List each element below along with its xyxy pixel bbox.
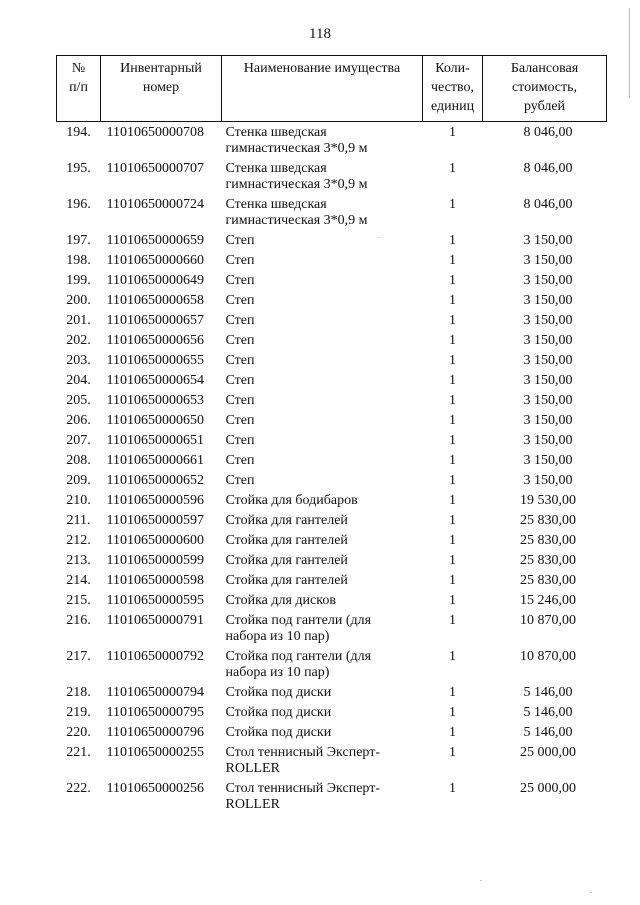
row-number-cell: 209. xyxy=(66,473,91,488)
balance-cost-cell: 3 150,00 xyxy=(523,353,573,368)
inventory-number-cell: 11010650000660 xyxy=(106,253,204,268)
item-name-line: Стенка шведская xyxy=(225,125,327,140)
quantity-cell: 1 xyxy=(449,453,456,468)
row-number-cell: 206. xyxy=(66,413,91,428)
item-name-cell xyxy=(222,331,423,351)
table-row xyxy=(57,471,607,491)
row-number-cell: 215. xyxy=(66,593,91,608)
balance-cost-cell: 3 150,00 xyxy=(523,413,573,428)
quantity-cell: 1 xyxy=(449,473,456,488)
row-number-cell: 194. xyxy=(66,125,91,140)
item-name-cell xyxy=(222,491,423,511)
row-number-cell: 211. xyxy=(66,513,91,528)
item-name-cell xyxy=(222,531,423,551)
item-name-line: Степ xyxy=(225,293,255,308)
item-name-line: Степ xyxy=(225,273,255,288)
item-name-line: гимнастическая 3*0,9 м xyxy=(225,141,368,156)
inventory-number-cell: 11010650000657 xyxy=(106,313,204,328)
table-row xyxy=(57,431,607,451)
quantity-cell: 1 xyxy=(449,353,456,368)
inventory-number-cell: 11010650000708 xyxy=(106,125,204,140)
header-qty xyxy=(423,56,483,122)
row-number-cell: 220. xyxy=(66,725,91,740)
table-row xyxy=(57,411,607,431)
item-name-line: Стойка для дисков xyxy=(225,593,336,608)
balance-cost-cell: 25 830,00 xyxy=(520,553,576,568)
quantity-cell: 1 xyxy=(449,705,456,720)
inventory-number-cell: 11010650000653 xyxy=(106,393,204,408)
balance-cost-cell: 3 150,00 xyxy=(523,373,573,388)
balance-cost-cell: 10 870,00 xyxy=(520,613,576,628)
scan-speck xyxy=(480,880,482,881)
quantity-cell: 1 xyxy=(449,685,456,700)
quantity-cell: 1 xyxy=(449,373,456,388)
item-name-line: Стойка для бодибаров xyxy=(225,493,358,508)
balance-cost-cell: 3 150,00 xyxy=(523,233,573,248)
inventory-number-cell: 11010650000661 xyxy=(106,453,204,468)
item-name-line: Степ xyxy=(225,473,255,488)
item-name-line: Стойка для гантелей xyxy=(225,513,348,528)
item-name-cell xyxy=(222,611,423,647)
inventory-number-cell: 11010650000599 xyxy=(106,553,204,568)
item-name-cell xyxy=(222,703,423,723)
inventory-number-cell: 11010650000256 xyxy=(106,781,204,796)
item-name-line: Стойка под диски xyxy=(225,705,332,720)
item-name-cell xyxy=(222,743,423,779)
scan-speck xyxy=(378,237,380,238)
balance-cost-cell: 25 000,00 xyxy=(520,745,576,760)
item-name-line: Стойка для гантелей xyxy=(225,573,348,588)
item-name-cell xyxy=(222,291,423,311)
table-row xyxy=(57,159,607,195)
quantity-cell: 1 xyxy=(449,293,456,308)
item-name-line: Степ xyxy=(225,393,255,408)
quantity-cell: 1 xyxy=(449,413,456,428)
balance-cost-cell: 25 830,00 xyxy=(520,513,576,528)
item-name-cell xyxy=(222,411,423,431)
row-number-cell: 207. xyxy=(66,433,91,448)
item-name-line: Степ xyxy=(225,253,255,268)
table-row xyxy=(57,291,607,311)
inventory-number-cell: 11010650000651 xyxy=(106,433,204,448)
table-row xyxy=(57,611,607,647)
item-name-line: набора из 10 пар) xyxy=(225,629,330,644)
balance-cost-cell: 3 150,00 xyxy=(523,253,573,268)
item-name-line: гимнастическая 3*0,9 м xyxy=(225,213,368,228)
table-row xyxy=(57,491,607,511)
table-row xyxy=(57,511,607,531)
row-number-cell: 210. xyxy=(66,493,91,508)
header-num-line: п/п xyxy=(69,80,88,95)
quantity-cell: 1 xyxy=(449,313,456,328)
scan-speck xyxy=(590,892,592,893)
quantity-cell: 1 xyxy=(449,745,456,760)
header-num xyxy=(57,56,101,122)
item-name-line: ROLLER xyxy=(225,797,280,812)
item-name-cell xyxy=(222,391,423,411)
item-name-line: Стойка под гантели (для xyxy=(225,613,372,628)
inventory-number-cell: 11010650000655 xyxy=(106,353,204,368)
quantity-cell: 1 xyxy=(449,513,456,528)
table-row xyxy=(57,351,607,371)
row-number-cell: 200. xyxy=(66,293,91,308)
table-row xyxy=(57,591,607,611)
header-cost-line: рублей xyxy=(523,99,566,114)
table-row xyxy=(57,571,607,591)
quantity-cell: 1 xyxy=(449,593,456,608)
scan-edge-mark xyxy=(629,8,630,98)
item-name-line: Стойка под гантели (для xyxy=(225,649,372,664)
quantity-cell: 1 xyxy=(449,393,456,408)
quantity-cell: 1 xyxy=(449,573,456,588)
item-name-cell xyxy=(222,591,423,611)
header-cost-line: Балансовая xyxy=(510,61,579,76)
table-row xyxy=(57,391,607,411)
item-name-line: Стойка для гантелей xyxy=(225,553,348,568)
inventory-number-cell: 11010650000596 xyxy=(106,493,204,508)
table-row xyxy=(57,723,607,743)
row-number-cell: 214. xyxy=(66,573,91,588)
quantity-cell: 1 xyxy=(449,161,456,176)
inventory-table xyxy=(56,55,607,815)
page-number: 118 xyxy=(309,26,331,42)
row-number-cell: 221. xyxy=(66,745,91,760)
table-row xyxy=(57,451,607,471)
table-row xyxy=(57,331,607,351)
header-qty-line: чество, xyxy=(431,80,474,95)
table-row xyxy=(57,743,607,779)
row-number-cell: 202. xyxy=(66,333,91,348)
inventory-number-cell: 11010650000707 xyxy=(106,161,204,176)
table-row xyxy=(57,371,607,391)
inventory-number-cell: 11010650000652 xyxy=(106,473,204,488)
item-name-cell xyxy=(222,251,423,271)
row-number-cell: 218. xyxy=(66,685,91,700)
row-number-cell: 212. xyxy=(66,533,91,548)
quantity-cell: 1 xyxy=(449,433,456,448)
item-name-line: Степ xyxy=(225,313,255,328)
balance-cost-cell: 5 146,00 xyxy=(523,705,573,720)
item-name-line: Степ xyxy=(225,413,255,428)
table-row xyxy=(57,251,607,271)
balance-cost-cell: 5 146,00 xyxy=(523,725,573,740)
header-num-line: № xyxy=(71,61,86,76)
quantity-cell: 1 xyxy=(449,613,456,628)
item-name-cell xyxy=(222,511,423,531)
item-name-cell xyxy=(222,195,423,231)
header-inventory-line: номер xyxy=(142,80,180,95)
header-inventory-line: Инвентарный xyxy=(120,61,202,76)
row-number-cell: 208. xyxy=(66,453,91,468)
quantity-cell: 1 xyxy=(449,493,456,508)
item-name-line: Стенка шведская xyxy=(225,161,327,176)
table-row xyxy=(57,531,607,551)
balance-cost-cell: 8 046,00 xyxy=(523,161,573,176)
row-number-cell: 201. xyxy=(66,313,91,328)
item-name-cell xyxy=(222,371,423,391)
quantity-cell: 1 xyxy=(449,781,456,796)
balance-cost-cell: 19 530,00 xyxy=(520,493,576,508)
balance-cost-cell: 3 150,00 xyxy=(523,313,573,328)
balance-cost-cell: 25 000,00 xyxy=(520,781,576,796)
item-name-cell xyxy=(222,159,423,195)
row-number-cell: 196. xyxy=(66,197,91,212)
inventory-number-cell: 11010650000598 xyxy=(106,573,204,588)
item-name-line: Степ xyxy=(225,373,255,388)
quantity-cell: 1 xyxy=(449,253,456,268)
item-name-line: Стенка шведская xyxy=(225,197,327,212)
balance-cost-cell: 3 150,00 xyxy=(523,293,573,308)
inventory-number-cell: 11010650000597 xyxy=(106,513,204,528)
balance-cost-cell: 3 150,00 xyxy=(523,333,573,348)
inventory-number-cell: 11010650000650 xyxy=(106,413,204,428)
row-number-cell: 197. xyxy=(66,233,91,248)
row-number-cell: 216. xyxy=(66,613,91,628)
header-name: Наименование имущества xyxy=(222,56,423,122)
item-name-line: гимнастическая 3*0,9 м xyxy=(225,177,368,192)
balance-cost-cell: 3 150,00 xyxy=(523,473,573,488)
balance-cost-cell: 25 830,00 xyxy=(520,533,576,548)
table-row xyxy=(57,231,607,251)
row-number-cell: 195. xyxy=(66,161,91,176)
balance-cost-cell: 5 146,00 xyxy=(523,685,573,700)
inventory-number-cell: 11010650000654 xyxy=(106,373,204,388)
table-row xyxy=(57,683,607,703)
row-number-cell: 203. xyxy=(66,353,91,368)
row-number-cell: 217. xyxy=(66,649,91,664)
table-row xyxy=(57,195,607,231)
item-name-cell xyxy=(222,683,423,703)
item-name-line: Стойка под диски xyxy=(225,685,332,700)
row-number-cell: 222. xyxy=(66,781,91,796)
inventory-number-cell: 11010650000649 xyxy=(106,273,204,288)
item-name-line: Степ xyxy=(225,333,255,348)
table-body xyxy=(57,122,607,816)
balance-cost-cell: 8 046,00 xyxy=(523,125,573,140)
balance-cost-cell: 3 150,00 xyxy=(523,273,573,288)
balance-cost-cell: 3 150,00 xyxy=(523,453,573,468)
quantity-cell: 1 xyxy=(449,649,456,664)
row-number-cell: 198. xyxy=(66,253,91,268)
quantity-cell: 1 xyxy=(449,533,456,548)
quantity-cell: 1 xyxy=(449,333,456,348)
item-name-cell xyxy=(222,551,423,571)
item-name-line: Стол теннисный Эксперт- xyxy=(225,745,381,760)
header-inventory xyxy=(101,56,222,122)
item-name-cell xyxy=(222,647,423,683)
item-name-line: Степ xyxy=(225,453,255,468)
table-row xyxy=(57,311,607,331)
table-row xyxy=(57,122,607,160)
balance-cost-cell: 3 150,00 xyxy=(523,393,573,408)
item-name-line: Степ xyxy=(225,433,255,448)
quantity-cell: 1 xyxy=(449,553,456,568)
item-name-cell xyxy=(222,451,423,471)
item-name-cell xyxy=(222,231,423,251)
row-number-cell: 219. xyxy=(66,705,91,720)
inventory-number-cell: 11010650000659 xyxy=(106,233,204,248)
inventory-number-cell: 11010650000724 xyxy=(106,197,204,212)
item-name-cell xyxy=(222,122,423,160)
item-name-line: Стойка под диски xyxy=(225,725,332,740)
quantity-cell: 1 xyxy=(449,233,456,248)
balance-cost-cell: 15 246,00 xyxy=(520,593,576,608)
table-header xyxy=(57,56,607,122)
item-name-cell xyxy=(222,311,423,331)
inventory-number-cell: 11010650000595 xyxy=(106,593,204,608)
quantity-cell: 1 xyxy=(449,125,456,140)
row-number-cell: 205. xyxy=(66,393,91,408)
table-row xyxy=(57,647,607,683)
inventory-number-cell: 11010650000656 xyxy=(106,333,204,348)
inventory-number-cell: 11010650000255 xyxy=(106,745,204,760)
balance-cost-cell: 8 046,00 xyxy=(523,197,573,212)
header-cost xyxy=(483,56,607,122)
table-row xyxy=(57,551,607,571)
balance-cost-cell: 25 830,00 xyxy=(520,573,576,588)
inventory-number-cell: 11010650000796 xyxy=(106,725,204,740)
quantity-cell: 1 xyxy=(449,725,456,740)
inventory-number-cell: 11010650000791 xyxy=(106,613,204,628)
inventory-number-cell: 11010650000794 xyxy=(106,685,204,700)
item-name-cell xyxy=(222,779,423,815)
item-name-cell xyxy=(222,351,423,371)
row-number-cell: 204. xyxy=(66,373,91,388)
item-name-cell xyxy=(222,271,423,291)
item-name-cell xyxy=(222,431,423,451)
item-name-cell xyxy=(222,723,423,743)
table-row xyxy=(57,271,607,291)
table-row xyxy=(57,703,607,723)
inventory-number-cell: 11010650000795 xyxy=(106,705,204,720)
header-qty-line: единиц xyxy=(430,99,475,114)
balance-cost-cell: 3 150,00 xyxy=(523,433,573,448)
inventory-number-cell: 11010650000658 xyxy=(106,293,204,308)
balance-cost-cell: 10 870,00 xyxy=(520,649,576,664)
inventory-number-cell: 11010650000600 xyxy=(106,533,204,548)
quantity-cell: 1 xyxy=(449,273,456,288)
row-number-cell: 199. xyxy=(66,273,91,288)
item-name-line: Степ xyxy=(225,233,255,248)
row-number-cell: 213. xyxy=(66,553,91,568)
item-name-line: набора из 10 пар) xyxy=(225,665,330,680)
table-row xyxy=(57,779,607,815)
quantity-cell: 1 xyxy=(449,197,456,212)
inventory-number-cell: 11010650000792 xyxy=(106,649,204,664)
item-name-line: ROLLER xyxy=(225,761,280,776)
item-name-line: Степ xyxy=(225,353,255,368)
item-name-line: Стойка для гантелей xyxy=(225,533,348,548)
item-name-cell xyxy=(222,471,423,491)
header-qty-line: Коли- xyxy=(435,61,470,76)
item-name-cell xyxy=(222,571,423,591)
header-cost-line: стоимость, xyxy=(511,80,578,95)
item-name-line: Стол теннисный Эксперт- xyxy=(225,781,381,796)
